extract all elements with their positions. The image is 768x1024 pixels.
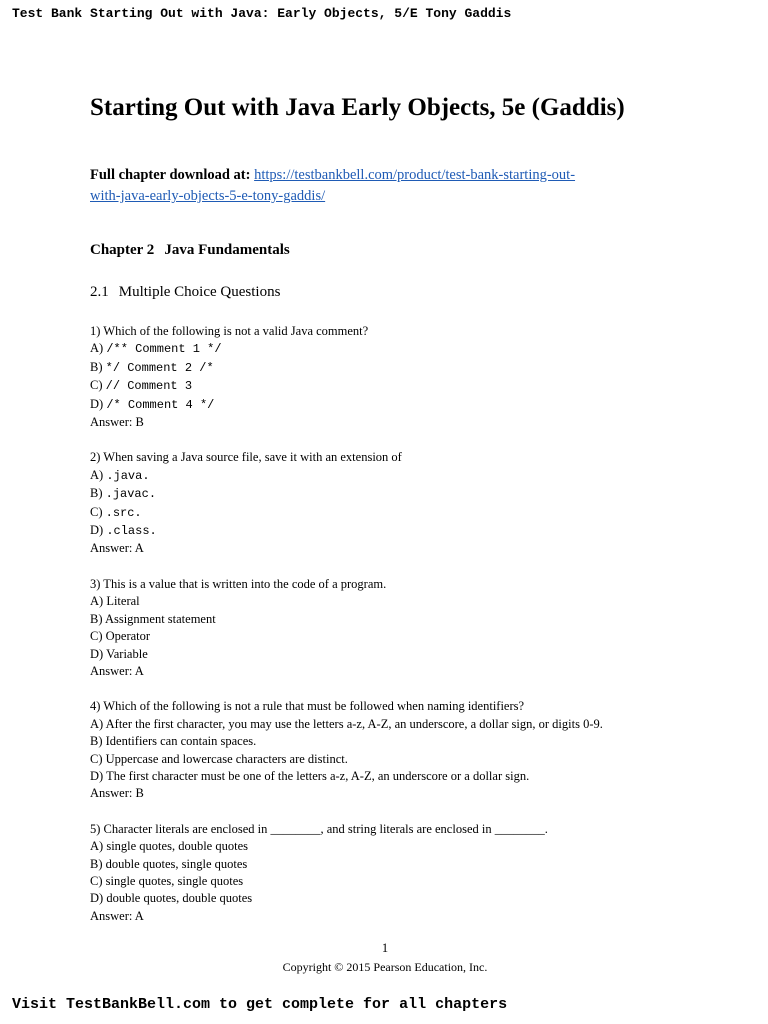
option-label: A) <box>90 341 107 356</box>
question-5 <box>90 821 690 925</box>
answer-option <box>90 504 690 522</box>
answer-option <box>90 873 690 890</box>
answer-option <box>90 522 690 540</box>
section-title: Multiple Choice Questions <box>118 284 281 300</box>
answer-option <box>90 593 690 610</box>
question-text: 5) Character literals are enclosed in ________, and string literals are enclosed in ________. <box>90 821 548 836</box>
answer-option <box>90 485 690 503</box>
option-text: After the first character, you may use the letters a-z, A-Z, an underscore, a dollar sign, or digits 0-9. <box>105 716 603 731</box>
bottom-banner: Visit TestBankBell.com to get complete for all chapters <box>12 996 508 1013</box>
answer-option <box>90 646 690 663</box>
download-notice <box>90 165 690 207</box>
option-label: C) <box>90 873 106 888</box>
answer-key: Answer: B <box>90 786 144 801</box>
option-label: B) <box>90 359 106 374</box>
option-label: C) <box>90 504 106 519</box>
option-text: double quotes, double quotes <box>106 891 253 906</box>
question-2 <box>90 449 690 557</box>
answer-key: Answer: A <box>90 908 144 923</box>
option-label: D) <box>90 891 107 906</box>
answer-option <box>90 856 690 873</box>
answer-option <box>90 751 690 768</box>
answer-option <box>90 733 690 750</box>
answer-option <box>90 768 690 785</box>
page-number: 1 <box>381 941 389 955</box>
option-label: A) <box>90 839 107 854</box>
option-text: Identifiers can contain spaces. <box>105 734 257 749</box>
option-text: .javac. <box>105 487 157 502</box>
download-link-line-2: with-java-early-objects-5-e-tony-gaddis/ <box>90 188 326 204</box>
question-1 <box>90 323 690 431</box>
top-banner: Test Bank Starting Out with Java: Early Objects, 5/E Tony Gaddis <box>12 6 512 21</box>
answer-option <box>90 340 690 358</box>
option-text: .java. <box>106 468 150 483</box>
option-label: A) <box>90 467 107 482</box>
option-text: single quotes, double quotes <box>106 839 248 854</box>
option-text: Literal <box>106 594 140 609</box>
option-text: .src. <box>105 505 142 520</box>
answer-option <box>90 716 690 733</box>
option-label: B) <box>90 486 106 501</box>
answer-option <box>90 890 690 907</box>
download-label: Full chapter download at: <box>90 167 251 183</box>
option-label: D) <box>90 768 107 783</box>
option-text: single quotes, single quotes <box>105 873 244 888</box>
option-label: D) <box>90 646 107 661</box>
option-label: C) <box>90 378 106 393</box>
question-text: 2) When saving a Java source file, save it with an extension of <box>90 450 402 465</box>
option-label: A) <box>90 716 106 731</box>
option-text: */ Comment 2 /* <box>105 360 214 375</box>
option-text: // Comment 3 <box>105 379 193 394</box>
copyright-notice: Copyright © 2015 Pearson Education, Inc. <box>282 960 488 974</box>
answer-option <box>90 838 690 855</box>
question-text: 4) Which of the following is not a rule that must be followed when naming identifiers? <box>90 699 525 714</box>
option-text: The first character must be one of the letters a-z, A-Z, an underscore or a dollar sign. <box>106 768 530 783</box>
option-label: C) <box>90 629 106 644</box>
question-text: 1) Which of the following is not a valid Java comment? <box>90 324 369 338</box>
answer-option <box>90 628 690 645</box>
answer-option <box>90 359 690 377</box>
option-text: /** Comment 1 */ <box>106 342 222 357</box>
option-text: double quotes, single quotes <box>105 856 248 871</box>
chapter-heading <box>90 242 290 259</box>
option-label: D) <box>90 523 107 538</box>
option-label: D) <box>90 396 107 411</box>
answer-key: Answer: A <box>90 663 144 678</box>
option-label: B) <box>90 611 105 626</box>
option-label: C) <box>90 751 106 766</box>
question-list <box>90 323 690 943</box>
section-number: 2.1 <box>90 284 109 300</box>
chapter-title: Java Fundamentals <box>164 242 290 258</box>
option-text: Operator <box>105 629 151 644</box>
question-4 <box>90 698 690 802</box>
download-link-line-1: https://testbankbell.com/product/test-bank-starting-out- <box>254 167 576 183</box>
option-text: .class. <box>106 524 157 539</box>
answer-option <box>90 611 690 628</box>
option-label: A) <box>90 594 107 609</box>
question-text: 3) This is a value that is written into the code of a program. <box>90 576 387 591</box>
answer-key: Answer: A <box>90 541 144 556</box>
answer-option <box>90 467 690 485</box>
question-3 <box>90 576 690 680</box>
option-text: /* Comment 4 */ <box>106 397 215 412</box>
option-text: Uppercase and lowercase characters are distinct. <box>105 751 348 766</box>
answer-option <box>90 396 690 414</box>
option-text: Assignment statement <box>104 611 216 626</box>
answer-option <box>90 377 690 395</box>
document-title: Starting Out with Java Early Objects, 5e (Gaddis) <box>90 94 625 121</box>
answer-key: Answer: B <box>90 415 144 430</box>
option-text: Variable <box>106 646 148 661</box>
option-label: B) <box>90 734 106 749</box>
chapter-number: Chapter 2 <box>90 242 155 258</box>
section-heading <box>90 284 280 301</box>
option-label: B) <box>90 856 106 871</box>
